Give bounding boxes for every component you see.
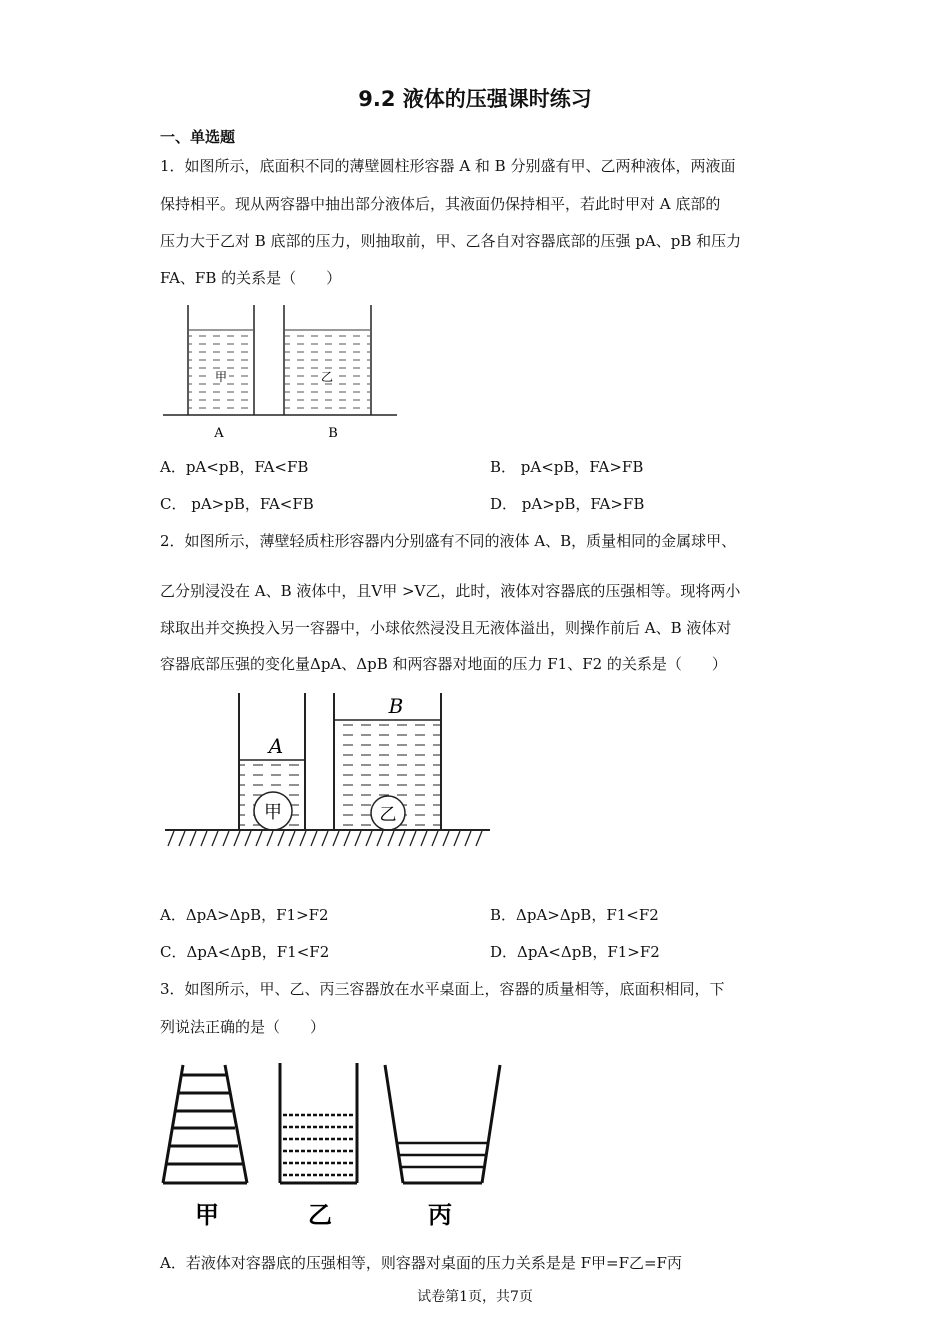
q1-liquid-jia: 甲: [214, 370, 228, 384]
q2-label-a: A: [268, 734, 284, 758]
q2-figure: [160, 690, 500, 855]
q1-option-d[interactable]: D． pA>pB，FA>FB: [490, 495, 645, 513]
q1-figure: [155, 300, 415, 445]
page-footer: 试卷第1页，共7页: [417, 1289, 533, 1305]
q3-label-bing: 丙: [428, 1200, 452, 1229]
q1-option-c[interactable]: C． pA>pB，FA<FB: [160, 495, 314, 513]
q2-option-a[interactable]: A．ΔpA>ΔpB，F1>F2: [160, 906, 329, 924]
q2-option-b[interactable]: B．ΔpA>ΔpB，F1<F2: [490, 906, 659, 924]
q1-line-3: 压力大于乙对 B 底部的压力，则抽取前，甲、乙各自对容器底部的压强 pA、pB 和压力: [160, 232, 742, 250]
q1-line-2: 保持相平。现从两容器中抽出部分液体后，其液面仍保持相平，若此时甲对 A 底部的: [160, 195, 721, 213]
q1-label-a: A: [214, 426, 224, 441]
q1-option-a[interactable]: A．pA<pB，FA<FB: [160, 458, 309, 476]
q2-line-1: 2．如图所示，薄壁轻质柱形容器内分别盛有不同的液体 A、B，质量相同的金属球甲、: [160, 532, 737, 550]
q2-ball-jia: 甲: [264, 802, 282, 823]
q2-option-d[interactable]: D．ΔpA<ΔpB，F1>F2: [490, 943, 660, 961]
section-heading: 一、单选题: [160, 128, 236, 146]
q1-label-b: B: [328, 426, 338, 441]
q2-ball-yi: 乙: [379, 805, 397, 825]
q3-label-jia: 甲: [195, 1200, 219, 1229]
page-title: 9.2 液体的压强课时练习: [358, 87, 592, 111]
q3-label-yi: 乙: [308, 1200, 332, 1229]
q3-line-1: 3．如图所示，甲、乙、丙三容器放在水平桌面上，容器的质量相等，底面积相同，下: [160, 980, 725, 998]
q2-option-c[interactable]: C．ΔpA<ΔpB，F1<F2: [160, 943, 330, 961]
q3-line-2: 列说法正确的是（ ）: [160, 1018, 326, 1036]
q2-line-4: 容器底部压强的变化量ΔpA、ΔpB 和两容器对地面的压力 F1、F2 的关系是（ ）: [160, 655, 727, 673]
q2-line-3: 球取出并交换投入另一容器中，小球依然浸没且无液体溢出，则操作前后 A、B 液体对: [160, 619, 732, 637]
q3-figure: [155, 1055, 515, 1235]
q3-option-a[interactable]: A．若液体对容器底的压强相等，则容器对桌面的压力关系是是 F甲=F乙=F丙: [160, 1254, 682, 1272]
q1-line-4: FA、FB 的关系是（ ）: [160, 269, 342, 287]
q2-label-b: B: [388, 694, 404, 718]
q1-liquid-yi: 乙: [320, 370, 334, 384]
q1-line-1: 1．如图所示，底面积不同的薄壁圆柱形容器 A 和 B 分别盛有甲、乙两种液体，两液面: [160, 157, 736, 175]
q2-line-2: 乙分别浸没在 A、B 液体中，且V甲 >V乙，此时，液体对容器底的压强相等。现将两小: [160, 582, 741, 600]
q1-option-b[interactable]: B． pA<pB，FA>FB: [490, 458, 644, 476]
